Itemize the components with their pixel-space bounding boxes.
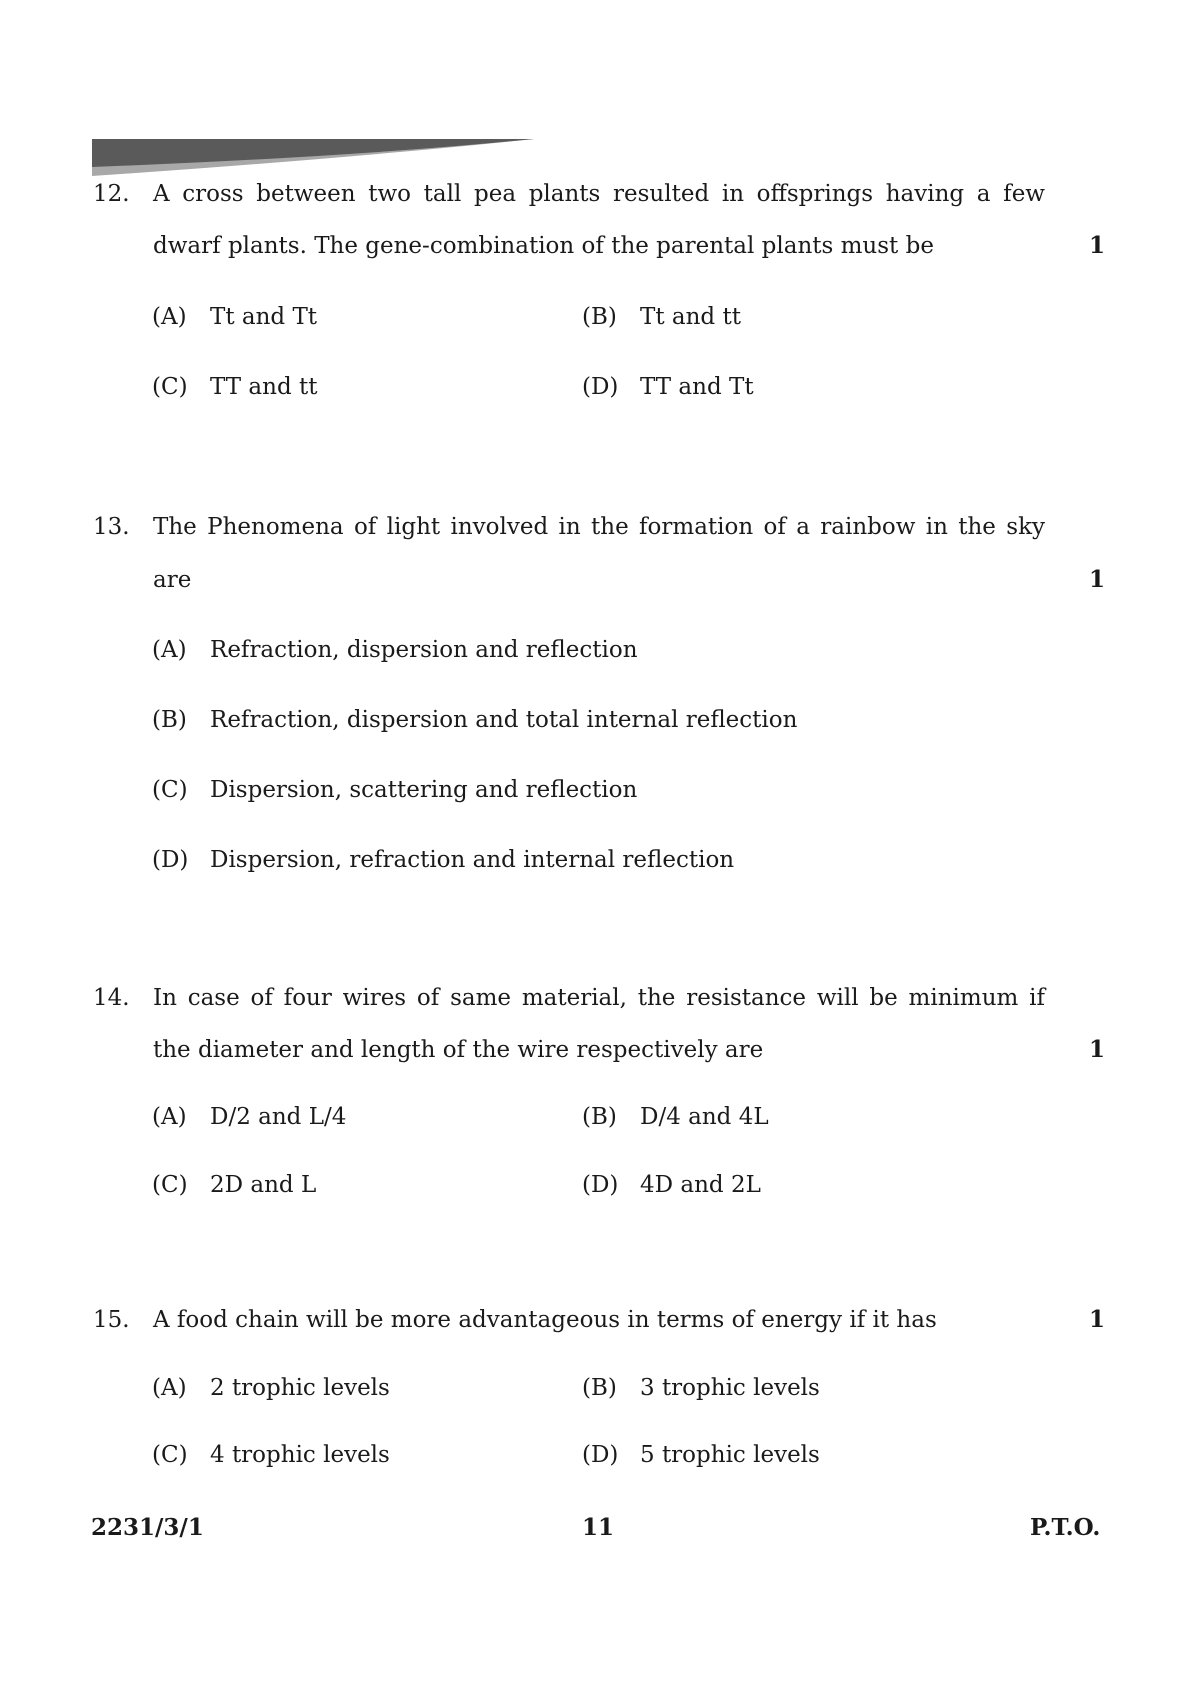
- option-label: (B): [582, 1104, 617, 1130]
- option-label: (D): [582, 374, 619, 400]
- option-d: [582, 1440, 820, 1470]
- marks: 1: [1089, 1036, 1106, 1063]
- option-a: [152, 1373, 390, 1403]
- question-number: 13.: [93, 514, 130, 540]
- option-text: 2D and L: [210, 1172, 317, 1198]
- option-text: Tt and tt: [640, 304, 741, 330]
- option-label: (A): [152, 1104, 187, 1130]
- option-label: (D): [582, 1172, 619, 1198]
- option-b: [582, 1102, 769, 1132]
- option-c: [152, 372, 317, 402]
- question-text-line: The Phenomena of light involved in the formation of a rainbow in the sky: [153, 514, 1045, 540]
- option-label: (C): [152, 777, 188, 803]
- option-label: (A): [152, 304, 187, 330]
- option-text: 3 trophic levels: [640, 1375, 820, 1401]
- option-c: [152, 1440, 390, 1470]
- option-text: D/4 and 4L: [640, 1104, 769, 1130]
- question-number: 12.: [93, 181, 130, 207]
- option-text: 4D and 2L: [640, 1172, 761, 1198]
- option-a: [152, 1102, 346, 1132]
- please-turn-over: P.T.O.: [1030, 1514, 1101, 1541]
- paper-code: 2231/3/1: [91, 1514, 204, 1541]
- option-text: Dispersion, refraction and internal reflection: [210, 847, 735, 873]
- marks: 1: [1089, 1306, 1106, 1333]
- option-text: 2 trophic levels: [210, 1375, 390, 1401]
- option-text: 4 trophic levels: [210, 1442, 390, 1468]
- option-label: (A): [152, 1375, 187, 1401]
- marks: 1: [1089, 232, 1106, 259]
- option-label: (D): [582, 1442, 619, 1468]
- option-label: (B): [582, 304, 617, 330]
- option-b: [582, 302, 741, 332]
- option-label: (C): [152, 374, 188, 400]
- question-text-line: are: [153, 567, 192, 593]
- option-d: [582, 372, 754, 402]
- question-number: 14.: [93, 985, 130, 1011]
- question-text-line: A cross between two tall pea plants resulted in offsprings having a few: [153, 181, 1045, 207]
- option-label: (D): [152, 847, 189, 873]
- option-b: [152, 705, 797, 735]
- question-text-line: In case of four wires of same material, the resistance will be minimum if: [153, 985, 1045, 1011]
- option-text: Refraction, dispersion and reflection: [210, 637, 638, 663]
- option-d: [152, 845, 734, 875]
- option-text: TT and tt: [210, 374, 318, 400]
- question-text-line: dwarf plants. The gene-combination of the parental plants must be: [153, 233, 934, 259]
- option-c: [152, 775, 637, 805]
- header-banner: [92, 139, 534, 176]
- option-label: (C): [152, 1442, 188, 1468]
- option-text: Refraction, dispersion and total internal reflection: [210, 707, 798, 733]
- option-label: (C): [152, 1172, 188, 1198]
- option-b: [582, 1373, 820, 1403]
- option-d: [582, 1170, 761, 1200]
- question-number: 15.: [93, 1307, 130, 1333]
- option-a: [152, 635, 638, 665]
- option-text: TT and Tt: [640, 374, 754, 400]
- option-a: [152, 302, 317, 332]
- option-label: (B): [582, 1375, 617, 1401]
- option-label: (A): [152, 637, 187, 663]
- question-text-line: the diameter and length of the wire respectively are: [153, 1037, 764, 1063]
- option-c: [152, 1170, 316, 1200]
- option-text: Dispersion, scattering and reflection: [210, 777, 638, 803]
- question-text-line: A food chain will be more advantageous in terms of energy if it has: [153, 1307, 937, 1333]
- marks: 1: [1089, 566, 1106, 593]
- option-text: 5 trophic levels: [640, 1442, 820, 1468]
- option-label: (B): [152, 707, 187, 733]
- option-text: D/2 and L/4: [210, 1104, 347, 1130]
- option-text: Tt and Tt: [210, 304, 318, 330]
- page-number: 11: [582, 1514, 615, 1541]
